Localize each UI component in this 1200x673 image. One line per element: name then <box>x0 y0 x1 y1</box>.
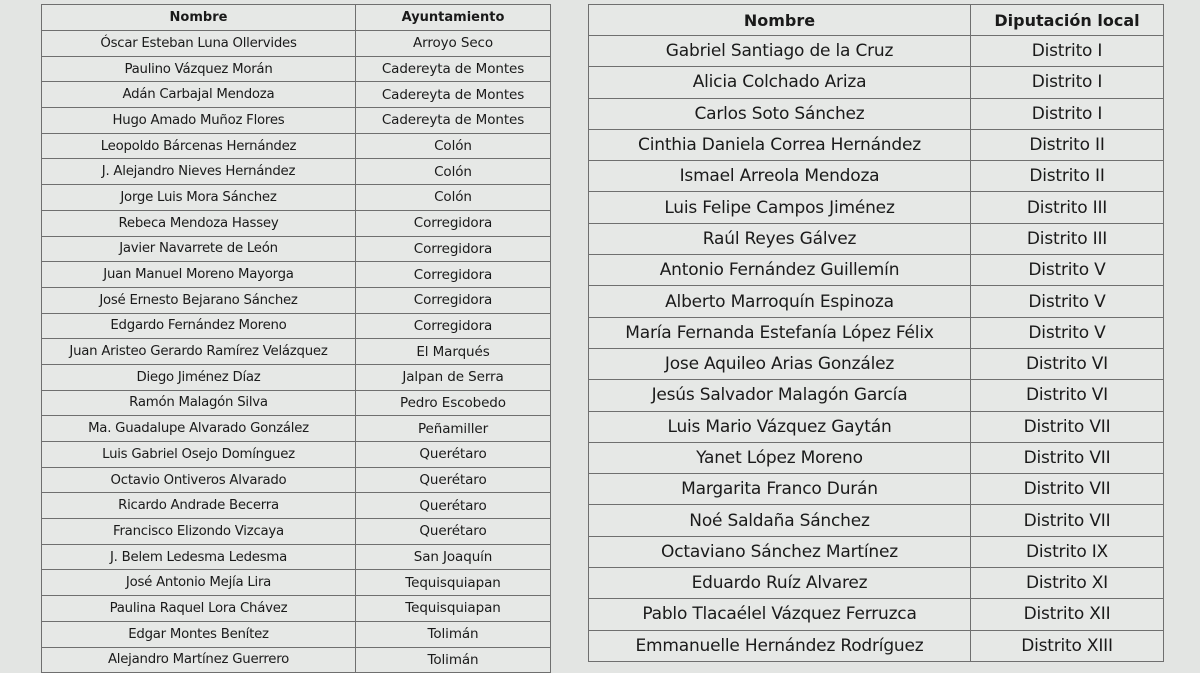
cell-diputacion: Distrito VI <box>971 380 1164 411</box>
table-row <box>589 411 1164 442</box>
cell-diputacion: Distrito XIII <box>971 630 1164 661</box>
cell-nombre: Francisco Elizondo Vizcaya <box>42 519 356 545</box>
table-row <box>42 416 551 442</box>
cell-nombre: Gabriel Santiago de la Cruz <box>589 36 971 67</box>
cell-nombre: Diego Jiménez Díaz <box>42 364 356 390</box>
table-row <box>42 570 551 596</box>
cell-ayuntamiento: Colón <box>356 185 551 211</box>
table-row <box>589 380 1164 411</box>
cell-diputacion: Distrito V <box>971 317 1164 348</box>
cell-nombre: Adán Carbajal Mendoza <box>42 82 356 108</box>
cell-nombre: Edgar Montes Benítez <box>42 621 356 647</box>
table-row <box>42 108 551 134</box>
table-row <box>589 348 1164 379</box>
cell-diputacion: Distrito I <box>971 36 1164 67</box>
table-row <box>42 390 551 416</box>
cell-diputacion: Distrito II <box>971 161 1164 192</box>
cell-nombre: Luis Gabriel Osejo Domínguez <box>42 442 356 468</box>
cell-nombre: Jorge Luis Mora Sánchez <box>42 185 356 211</box>
cell-nombre: Emmanuelle Hernández Rodríguez <box>589 630 971 661</box>
table-row <box>589 536 1164 567</box>
cell-diputacion: Distrito VII <box>971 474 1164 505</box>
table-row <box>589 286 1164 317</box>
table-row <box>42 82 551 108</box>
cell-nombre: Octaviano Sánchez Martínez <box>589 536 971 567</box>
table-row <box>589 599 1164 630</box>
cell-ayuntamiento: Querétaro <box>356 442 551 468</box>
cell-ayuntamiento: Tolimán <box>356 647 551 673</box>
table-row <box>589 474 1164 505</box>
cell-nombre: Juan Manuel Moreno Mayorga <box>42 262 356 288</box>
table-row <box>42 262 551 288</box>
table-row <box>589 505 1164 536</box>
table-row <box>42 467 551 493</box>
table-row <box>42 544 551 570</box>
cell-nombre: Hugo Amado Muñoz Flores <box>42 108 356 134</box>
table-header-row <box>589 5 1164 36</box>
cell-nombre: J. Belem Ledesma Ledesma <box>42 544 356 570</box>
cell-diputacion: Distrito II <box>971 129 1164 160</box>
table-row <box>589 255 1164 286</box>
cell-nombre: J. Alejandro Nieves Hernández <box>42 159 356 185</box>
cell-ayuntamiento: Corregidora <box>356 313 551 339</box>
cell-ayuntamiento: Querétaro <box>356 519 551 545</box>
table-row <box>42 493 551 519</box>
table-row <box>42 159 551 185</box>
table-row <box>42 442 551 468</box>
cell-nombre: Yanet López Moreno <box>589 442 971 473</box>
cell-ayuntamiento: Corregidora <box>356 262 551 288</box>
cell-nombre: Javier Navarrete de León <box>42 236 356 262</box>
table-row <box>42 596 551 622</box>
table-row <box>589 442 1164 473</box>
cell-ayuntamiento: Colón <box>356 133 551 159</box>
cell-nombre: Leopoldo Bárcenas Hernández <box>42 133 356 159</box>
cell-nombre: Alejandro Martínez Guerrero <box>42 647 356 673</box>
cell-ayuntamiento: Tequisquiapan <box>356 570 551 596</box>
cell-ayuntamiento: Cadereyta de Montes <box>356 82 551 108</box>
cell-nombre: Ramón Malagón Silva <box>42 390 356 416</box>
cell-ayuntamiento: Querétaro <box>356 493 551 519</box>
table-row <box>589 192 1164 223</box>
table-row <box>42 56 551 82</box>
cell-ayuntamiento: Peñamiller <box>356 416 551 442</box>
table-row <box>42 287 551 313</box>
cell-ayuntamiento: Cadereyta de Montes <box>356 108 551 134</box>
table-row <box>589 129 1164 160</box>
cell-nombre: Cinthia Daniela Correa Hernández <box>589 129 971 160</box>
cell-ayuntamiento: Corregidora <box>356 210 551 236</box>
table-row <box>589 630 1164 661</box>
cell-diputacion: Distrito I <box>971 98 1164 129</box>
cell-diputacion: Distrito VI <box>971 348 1164 379</box>
cell-ayuntamiento: Tolimán <box>356 621 551 647</box>
cell-ayuntamiento: Pedro Escobedo <box>356 390 551 416</box>
cell-nombre: Jose Aquileo Arias González <box>589 348 971 379</box>
cell-nombre: Carlos Soto Sánchez <box>589 98 971 129</box>
table-row <box>42 31 551 57</box>
table-row <box>589 36 1164 67</box>
table-row <box>42 133 551 159</box>
cell-diputacion: Distrito I <box>971 67 1164 98</box>
cell-diputacion: Distrito III <box>971 223 1164 254</box>
cell-nombre: José Ernesto Bejarano Sánchez <box>42 287 356 313</box>
cell-nombre: Paulina Raquel Lora Chávez <box>42 596 356 622</box>
table-row <box>42 313 551 339</box>
cell-nombre: Ismael Arreola Mendoza <box>589 161 971 192</box>
cell-nombre: Octavio Ontiveros Alvarado <box>42 467 356 493</box>
cell-ayuntamiento: Colón <box>356 159 551 185</box>
cell-nombre: Pablo Tlacaélel Vázquez Ferruzca <box>589 599 971 630</box>
cell-ayuntamiento: Jalpan de Serra <box>356 364 551 390</box>
table-row <box>42 185 551 211</box>
cell-nombre: Óscar Esteban Luna Ollervides <box>42 31 356 57</box>
cell-nombre: Margarita Franco Durán <box>589 474 971 505</box>
column-header-ayuntamiento: Ayuntamiento <box>356 5 551 31</box>
cell-ayuntamiento: Corregidora <box>356 287 551 313</box>
cell-nombre: María Fernanda Estefanía López Félix <box>589 317 971 348</box>
table-row <box>42 519 551 545</box>
table-row <box>42 364 551 390</box>
column-header-nombre: Nombre <box>589 5 971 36</box>
column-header-diputacion: Diputación local <box>971 5 1164 36</box>
cell-nombre: Alberto Marroquín Espinoza <box>589 286 971 317</box>
table-row <box>589 67 1164 98</box>
cell-nombre: Jesús Salvador Malagón García <box>589 380 971 411</box>
cell-diputacion: Distrito XII <box>971 599 1164 630</box>
table-row <box>42 236 551 262</box>
cell-diputacion: Distrito VII <box>971 505 1164 536</box>
cell-diputacion: Distrito V <box>971 286 1164 317</box>
cell-nombre: Ricardo Andrade Becerra <box>42 493 356 519</box>
table-row <box>589 223 1164 254</box>
cell-nombre: Ma. Guadalupe Alvarado González <box>42 416 356 442</box>
table-row <box>42 339 551 365</box>
cell-nombre: Luis Mario Vázquez Gaytán <box>589 411 971 442</box>
cell-nombre: Edgardo Fernández Moreno <box>42 313 356 339</box>
table-row <box>42 647 551 673</box>
cell-nombre: Noé Saldaña Sánchez <box>589 505 971 536</box>
cell-nombre: Juan Aristeo Gerardo Ramírez Velázquez <box>42 339 356 365</box>
cell-nombre: Raúl Reyes Gálvez <box>589 223 971 254</box>
cell-ayuntamiento: El Marqués <box>356 339 551 365</box>
cell-nombre: Rebeca Mendoza Hassey <box>42 210 356 236</box>
cell-ayuntamiento: Arroyo Seco <box>356 31 551 57</box>
cell-diputacion: Distrito VII <box>971 411 1164 442</box>
cell-diputacion: Distrito III <box>971 192 1164 223</box>
cell-nombre: Paulino Vázquez Morán <box>42 56 356 82</box>
cell-diputacion: Distrito IX <box>971 536 1164 567</box>
cell-diputacion: Distrito V <box>971 255 1164 286</box>
cell-nombre: Antonio Fernández Guillemín <box>589 255 971 286</box>
cell-nombre: José Antonio Mejía Lira <box>42 570 356 596</box>
cell-nombre: Eduardo Ruíz Alvarez <box>589 568 971 599</box>
cell-ayuntamiento: Corregidora <box>356 236 551 262</box>
table-row <box>589 161 1164 192</box>
cell-diputacion: Distrito XI <box>971 568 1164 599</box>
diputacion-table <box>588 4 1164 662</box>
table-row <box>42 621 551 647</box>
column-header-nombre: Nombre <box>42 5 356 31</box>
cell-ayuntamiento: Querétaro <box>356 467 551 493</box>
cell-nombre: Alicia Colchado Ariza <box>589 67 971 98</box>
table-row <box>589 98 1164 129</box>
table-header-row <box>42 5 551 31</box>
cell-diputacion: Distrito VII <box>971 442 1164 473</box>
cell-ayuntamiento: San Joaquín <box>356 544 551 570</box>
cell-nombre: Luis Felipe Campos Jiménez <box>589 192 971 223</box>
cell-ayuntamiento: Cadereyta de Montes <box>356 56 551 82</box>
table-row <box>42 210 551 236</box>
table-row <box>589 568 1164 599</box>
cell-ayuntamiento: Tequisquiapan <box>356 596 551 622</box>
table-row <box>589 317 1164 348</box>
ayuntamiento-table <box>41 4 551 673</box>
